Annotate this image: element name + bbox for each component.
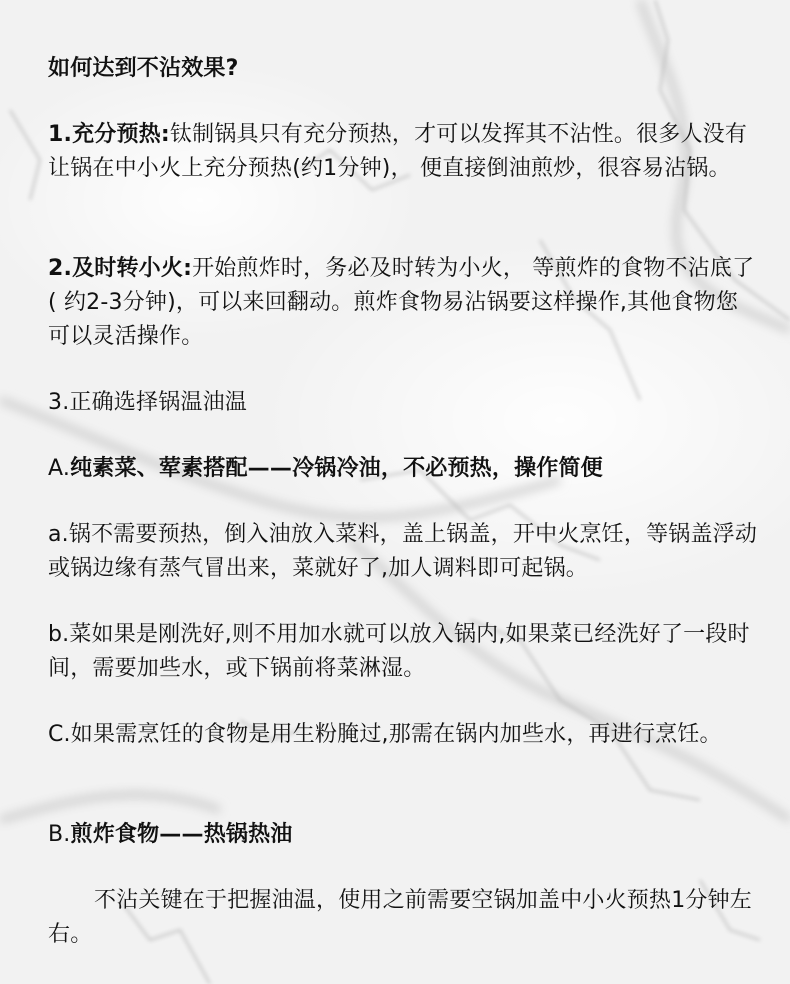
paragraph-lead: 2.及时转小火: <box>48 256 193 281</box>
subheading-text: 纯素菜、荤素搭配——冷锅冷油，不必预热，操作简便 <box>70 456 603 481</box>
subheading-lead: A. <box>48 456 71 481</box>
subheading-b <box>48 818 758 852</box>
subheading-lead: B. <box>48 822 71 847</box>
doc-title: 如何达到不沾效果? <box>48 56 239 81</box>
paragraph-a: a.锅不需要预热，倒入油放入菜料，盖上锅盖，开中火烹饪，等锅盖浮动或锅边缘有蒸气冒出来，菜就好了,加人调料即可起锅。 <box>48 522 758 581</box>
subheading-text: 煎炸食物——热锅热油 <box>70 822 293 847</box>
paragraph-preheat <box>48 118 758 186</box>
paragraph-low-heat <box>48 252 758 354</box>
paragraph-c: C.如果需烹饪的食物是用生粉腌过,那需在锅内加些水，再进行烹饪。 <box>48 722 722 747</box>
paragraph-text: 钛制锅具只有充分预热，才可以发挥其不沾性。很多人没有让锅在中小火上充分预热(约1分钟)， 便直接倒油煎炒，很容易沾锅。 <box>48 122 748 181</box>
paragraph-lead: 1.充分预热: <box>48 122 170 147</box>
section-heading: 3.正确选择锅温油温 <box>48 390 247 415</box>
paragraph-last: 不沾关键在于把握油温，使用之前需要空锅加盖中小火预热1分钟左右。 <box>48 888 752 947</box>
paragraph-b: b.菜如果是刚洗好,则不用加水就可以放入锅内,如果菜已经洗好了一段时间，需要加些水，或下锅前将菜淋湿。 <box>48 622 750 681</box>
paragraph-text: 开始煎炸时，务必及时转为小火， 等煎炸的食物不沾底了( 约2-3分钟)，可以来回翻动。煎炸食物易沾锅要这样操作,其他食物您可以灵活操作。 <box>48 256 755 349</box>
subheading-a <box>48 452 758 486</box>
